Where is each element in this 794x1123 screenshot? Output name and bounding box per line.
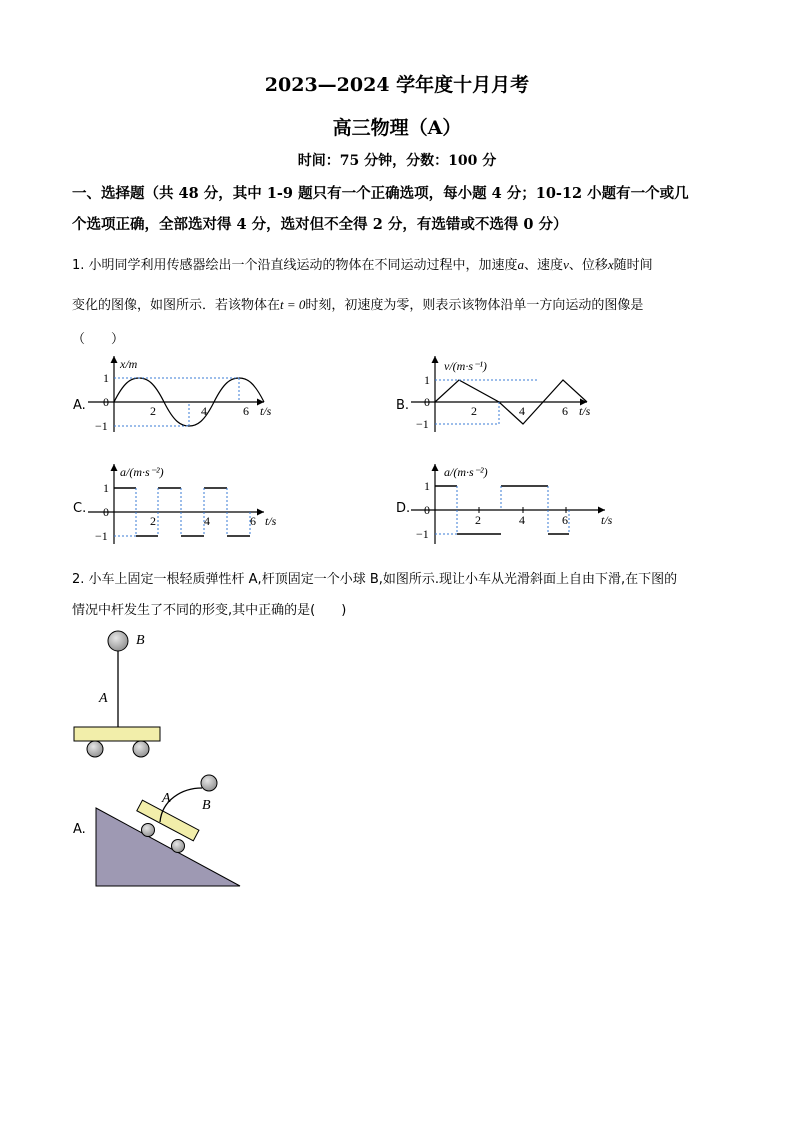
x-axis-label: t/s (579, 404, 591, 418)
q2-reference-figure (70, 625, 180, 765)
tick-y-neg1: −1 (416, 527, 429, 541)
q1-graph-d (411, 460, 621, 548)
q2-option-a-label: A. (73, 822, 86, 837)
tick-y-0: 0 (103, 505, 109, 519)
ball-b (108, 631, 128, 651)
q1-graph-b (411, 352, 611, 436)
tick-x-4: 4 (519, 513, 525, 527)
x-axis-label: t/s (601, 513, 613, 527)
exam-info: 时间：75 分钟，分数：100 分 (297, 153, 497, 169)
x-axis-label: t/s (265, 514, 277, 528)
tick-x-6: 6 (562, 404, 568, 418)
section-instructions-line1: 一、选择题（共 48 分，其中 1-9 题只有一个正确选项，每小题 4 分；10-12 小题有一个或几 (72, 185, 689, 202)
tick-y-neg1: −1 (95, 419, 108, 433)
q1-option-c-label: C. (73, 501, 87, 516)
subject-title: 高三物理（A） (332, 117, 462, 139)
tick-x-2: 2 (150, 404, 156, 418)
y-axis-label: x/m (120, 357, 138, 371)
cart-wheel-right (133, 741, 149, 757)
y-axis-label: v/(m·s⁻¹) (444, 359, 487, 373)
tick-x-2: 2 (150, 514, 156, 528)
ball-b (201, 775, 217, 791)
tick-y-1: 1 (424, 373, 430, 387)
tick-x-6: 6 (243, 404, 249, 418)
q2-text-line1: 2. 小车上固定一根轻质弹性杆 A,杆顶固定一个小球 B,如图所示.现让小车从光滑斜面上自由下滑,在下图的 (72, 572, 678, 587)
q1-text-line2: 变化的图像，如图所示．若该物体在t = 0时刻，初速度为零，则表示该物体沿单一方向运动的图像是 (72, 297, 644, 313)
y-axis-label: a/(m·s⁻²) (444, 465, 488, 479)
label-b: B (202, 798, 211, 813)
label-a: A (99, 691, 108, 706)
tick-y-0: 0 (103, 395, 109, 409)
tick-y-1: 1 (424, 479, 430, 493)
tick-y-0: 0 (424, 503, 430, 517)
cart-body (74, 727, 160, 741)
tick-x-6: 6 (562, 513, 568, 527)
q2-option-a-figure (90, 768, 250, 890)
tick-x-2: 2 (475, 513, 481, 527)
tick-y-0: 0 (424, 395, 430, 409)
tick-x-4: 4 (204, 514, 210, 528)
tick-x-2: 2 (471, 404, 477, 418)
q1-graph-a (88, 352, 288, 436)
exam-title: 2023—2024 学年度十月月考 (264, 74, 530, 96)
q1-text-line1: 1. 小明同学利用传感器绘出一个沿直线运动的物体在不同运动过程中，加速度a、速度v、位移x随时间 (72, 257, 653, 273)
y-axis-label: a/(m·s⁻²) (120, 465, 164, 479)
q1-option-d-label: D. (396, 501, 411, 516)
q1-graph-c (88, 460, 288, 548)
q1-answer-bracket: （ ） (72, 332, 125, 347)
q1-option-b-label: B. (396, 398, 410, 413)
section-instructions-line2: 个选项正确，全部选对得 4 分，选对但不全得 2 分，有选错或不选得 0 分） (72, 216, 568, 233)
tick-y-neg1: −1 (95, 529, 108, 543)
q2-text-line2: 情况中杆发生了不同的形变,其中正确的是( ) (72, 603, 347, 618)
label-b: B (136, 633, 145, 648)
tick-y-neg1: −1 (416, 417, 429, 431)
cart-wheel-left (87, 741, 103, 757)
label-a: A (162, 791, 171, 806)
cart-wheel-upper (142, 824, 155, 837)
tick-x-4: 4 (201, 404, 207, 418)
tick-x-6: 6 (250, 514, 256, 528)
x-axis-label: t/s (260, 404, 272, 418)
q1-option-a-label: A. (73, 398, 86, 413)
tick-x-4: 4 (519, 404, 525, 418)
tick-y-1: 1 (103, 481, 109, 495)
tick-y-1: 1 (103, 371, 109, 385)
cart-wheel-lower (172, 840, 185, 853)
